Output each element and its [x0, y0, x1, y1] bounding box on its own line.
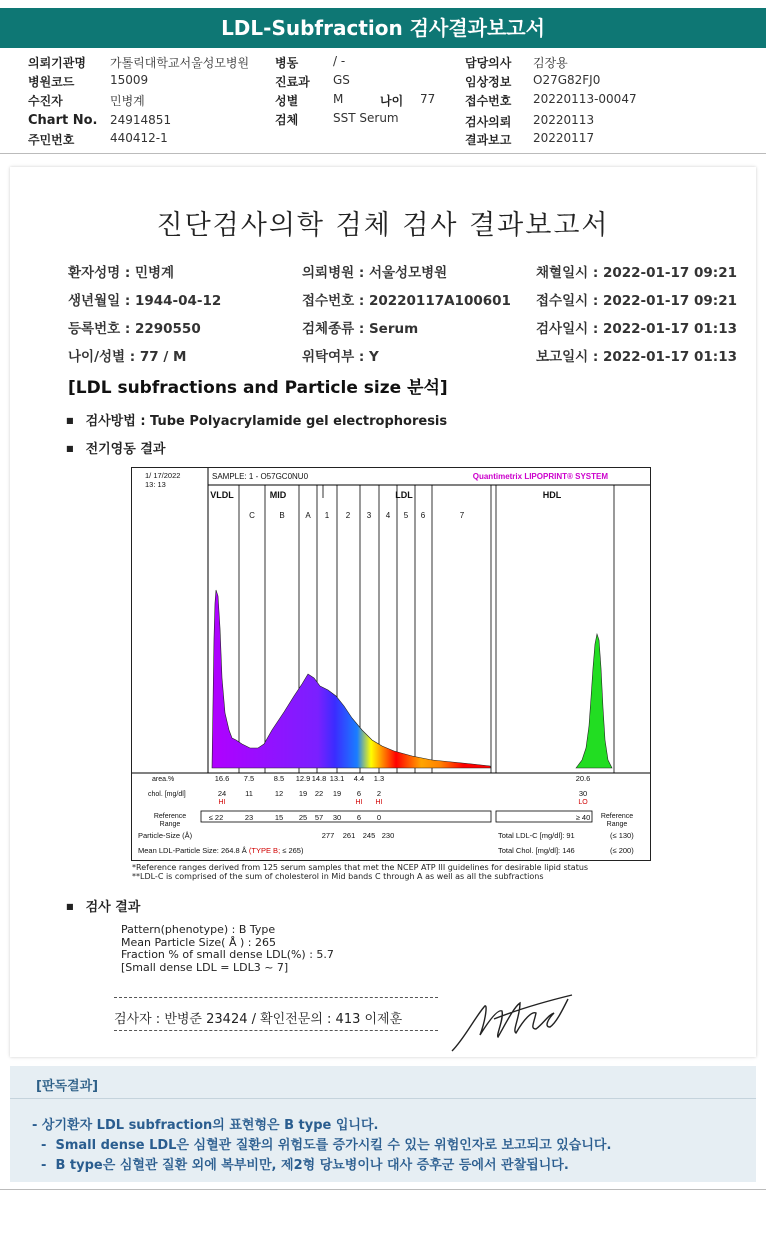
header-value: 24914851 — [110, 113, 172, 127]
band-label: 3 — [366, 511, 372, 520]
total-chol-ref: (≤ 200) — [610, 846, 634, 855]
reference-label-right: Range — [606, 821, 628, 828]
area-value: 8.5 — [273, 774, 285, 783]
test-datetime: 검사일시 : 2022-01-17 01:13 — [536, 321, 737, 337]
header-value: 15009 — [110, 73, 149, 87]
area-value: 4.4 — [353, 774, 365, 783]
outsourced-flag: 위탁여부 : Y — [302, 349, 379, 365]
header-label: 진료과 — [275, 75, 310, 89]
collection-datetime: 채혈일시 : 2022-01-17 09:21 — [536, 265, 737, 281]
header-value: 김장용 — [533, 56, 568, 70]
chol-flag: LO — [578, 799, 588, 806]
band-label: 1 — [324, 511, 330, 520]
reference-value: 23 — [244, 813, 254, 822]
header-label: 결과보고 — [465, 133, 512, 147]
interpretation-panel — [10, 1066, 756, 1182]
header-label: 검체 — [275, 113, 299, 127]
small-dense-fraction-result: Fraction % of small dense LDL(%) : 5.7 — [121, 948, 334, 961]
electrophoresis-heading: ■ 전기영동 결과 — [66, 438, 165, 457]
header-label: 나이 — [380, 94, 404, 108]
band-group-label: HDL — [542, 490, 562, 500]
reference-value: 25 — [298, 813, 308, 822]
header-value: 77 — [420, 92, 436, 106]
pattern-result: Pattern(phenotype) : B Type — [121, 923, 276, 936]
result-heading: ■ 검사 결과 — [66, 896, 140, 915]
reference-value: 6 — [356, 813, 362, 822]
chol-flag: HI — [355, 799, 363, 806]
particle-size-value: 245 — [362, 831, 376, 840]
band-label: 7 — [459, 511, 465, 520]
area-row-label: area.% — [152, 776, 175, 783]
divider — [10, 1098, 756, 1099]
header-value: M — [333, 92, 344, 106]
brand-logo: Quantimetrix LIPOPRINT® SYSTEM — [472, 472, 608, 481]
area-value: 13.1 — [329, 774, 345, 783]
tester-line: 검사자 : 반병준 23424 / 확인전문의 : 413 이제훈 — [114, 1012, 403, 1027]
reference-value: ≥ 40 — [575, 813, 591, 822]
divider — [0, 153, 766, 154]
chol-value: 22 — [314, 789, 324, 798]
hdl-peak — [576, 634, 612, 768]
report-document — [10, 167, 756, 1057]
chol-flag: HI — [218, 799, 226, 806]
lipoprint-curve — [212, 590, 491, 768]
header-label: 수진자 — [28, 94, 63, 108]
header-value: O27G82FJ0 — [533, 73, 601, 87]
header-label: 접수번호 — [465, 94, 512, 108]
document-title: 진단검사의학 검체 검사 결과보고서 — [156, 210, 610, 241]
method-line: ■ 검사방법 : Tube Polyacrylamide gel electrophoresis — [66, 410, 447, 429]
header-value: 가톨릭대학교서울성모병원 — [110, 56, 250, 70]
footnotes — [132, 863, 588, 881]
reference-value: 30 — [332, 813, 342, 822]
header-label: 담당의사 — [465, 56, 512, 70]
particle-size-value: 230 — [381, 831, 395, 840]
reference-label: Reference — [153, 813, 187, 820]
lipoprint-plot — [132, 468, 650, 860]
chol-value: 2 — [376, 789, 382, 798]
header-label: 성별 — [275, 94, 299, 108]
header-label: Chart No. — [28, 113, 98, 128]
area-value: 12.9 — [295, 774, 311, 783]
band-group-label: VLDL — [210, 490, 234, 500]
requesting-hospital: 의뢰병원 : 서울성모병원 — [302, 265, 448, 281]
chol-value: 30 — [578, 789, 588, 798]
band-group-label: LDL — [395, 490, 413, 500]
dashed-divider — [114, 1030, 438, 1031]
patient-name: 환자성명 : 민병계 — [68, 265, 175, 281]
header-value: 20220113-00047 — [533, 92, 637, 106]
area-value: 16.6 — [214, 774, 230, 783]
chol-value: 19 — [332, 789, 342, 798]
age-sex: 나이/성별 : 77 / M — [68, 349, 187, 365]
header-value: 440412-1 — [110, 131, 168, 145]
header-value: 20220113 — [533, 113, 595, 127]
sample-id: SAMPLE: 1 - O57GC0NU0 — [212, 472, 309, 481]
footnote: *Reference ranges derived from 125 serum samples that met the NCEP ATP III guidelines for desirable lipid status — [132, 863, 589, 872]
report-title-bar: LDL-Subfraction 검사결과보고서 — [0, 8, 766, 48]
area-value: 1.3 — [373, 774, 385, 783]
chart-time: 13: 13 — [145, 480, 166, 489]
reference-label: Range — [159, 821, 181, 828]
interpretation-title: [판독결과] — [36, 1079, 99, 1094]
band-label: A — [305, 511, 311, 520]
mean-ldl-size: Mean LDL-Particle Size: 264.8 Å (TYPE B; ≤ 265) — [138, 846, 304, 855]
chol-value: 19 — [298, 789, 308, 798]
mean-ldl-ref: ≤ 265) — [280, 846, 304, 855]
chol-value: 12 — [274, 789, 284, 798]
reference-value: 57 — [314, 813, 324, 822]
birth-date: 생년월일 : 1944-04-12 — [68, 293, 222, 309]
header-label: 주민번호 — [28, 133, 75, 147]
area-value: 7.5 — [243, 774, 255, 783]
total-chol: Total Chol. [mg/dl]: 146 — [498, 846, 575, 855]
interpretation-line: - Small dense LDL은 심혈관 질환의 위험도를 증가시킬 수 있는 위험인자로 보고되고 있습니다. — [32, 1138, 612, 1153]
header-label: 병동 — [275, 56, 299, 70]
header-label: 병원코드 — [28, 75, 75, 89]
chol-value: 24 — [217, 789, 227, 798]
result-list — [121, 924, 334, 974]
reference-value: ≤ 22 — [208, 813, 224, 822]
header-label: 임상정보 — [465, 75, 512, 89]
particle-size-value: 261 — [342, 831, 356, 840]
header-value: / - — [333, 54, 346, 68]
report-datetime: 보고일시 : 2022-01-17 01:13 — [536, 349, 737, 365]
reference-label-right: Reference — [600, 813, 634, 820]
footnote: **LDL-C is comprised of the sum of cholesterol in Mid bands C through A as well as all the subfractions — [132, 872, 544, 881]
mean-particle-size-result: Mean Particle Size( Å ) : 265 — [121, 935, 276, 949]
section-heading: [LDL subfractions and Particle size 분석] — [68, 378, 448, 398]
band-label: C — [249, 511, 255, 520]
chol-value: 11 — [245, 789, 253, 798]
registration-number: 등록번호 : 2290550 — [68, 321, 201, 337]
header-value: 20220117 — [533, 131, 595, 145]
chol-flag: HI — [375, 799, 383, 806]
band-group-label: MID — [269, 490, 287, 500]
header-label: 검사의뢰 — [465, 115, 512, 129]
total-ldl: Total LDL-C [mg/dl]: 91 — [498, 831, 575, 840]
small-dense-definition: [Small dense LDL = LDL3 ~ 7] — [121, 960, 289, 974]
reference-value: 0 — [376, 813, 382, 822]
particle-size-value: 277 — [321, 831, 335, 840]
area-value: 20.6 — [575, 774, 591, 783]
receipt-datetime: 접수일시 : 2022-01-17 09:21 — [536, 293, 737, 309]
band-label: 2 — [345, 511, 351, 520]
band-label: 6 — [420, 511, 426, 520]
band-label: 4 — [385, 511, 391, 520]
chart-date: 1/ 17/2022 — [145, 471, 181, 480]
header-label: 의뢰기관명 — [28, 56, 86, 70]
band-label: B — [279, 511, 285, 520]
receipt-number: 접수번호 : 20220117A100601 — [302, 293, 511, 309]
signature — [444, 989, 574, 1059]
interpretation-line: - B type은 심혈관 질환 외에 복부비만, 제2형 당뇨병이나 대사 증후군 등에서 관찰됩니다. — [32, 1158, 569, 1173]
total-ldl-ref: (≤ 130) — [610, 831, 634, 840]
band-label: 5 — [403, 511, 409, 520]
lipoprint-chart — [131, 467, 651, 861]
header-value: 민병계 — [110, 94, 145, 108]
area-value: 14.8 — [311, 774, 327, 783]
particle-size-label: Particle-Size (Å) — [138, 831, 193, 840]
dashed-divider — [114, 997, 438, 998]
divider — [0, 1189, 766, 1190]
chol-row-label: chol. [mg/dl] — [148, 791, 186, 798]
reference-value: 15 — [274, 813, 284, 822]
header-value: GS — [333, 73, 350, 87]
header-value: SST Serum — [333, 111, 399, 125]
interpretation-line: - 상기환자 LDL subfraction의 표현형은 B type 입니다. — [32, 1118, 379, 1133]
chol-value: 6 — [356, 789, 362, 798]
specimen-type: 검체종류 : Serum — [302, 321, 419, 337]
mean-ldl-type: (TYPE B; — [248, 846, 281, 855]
